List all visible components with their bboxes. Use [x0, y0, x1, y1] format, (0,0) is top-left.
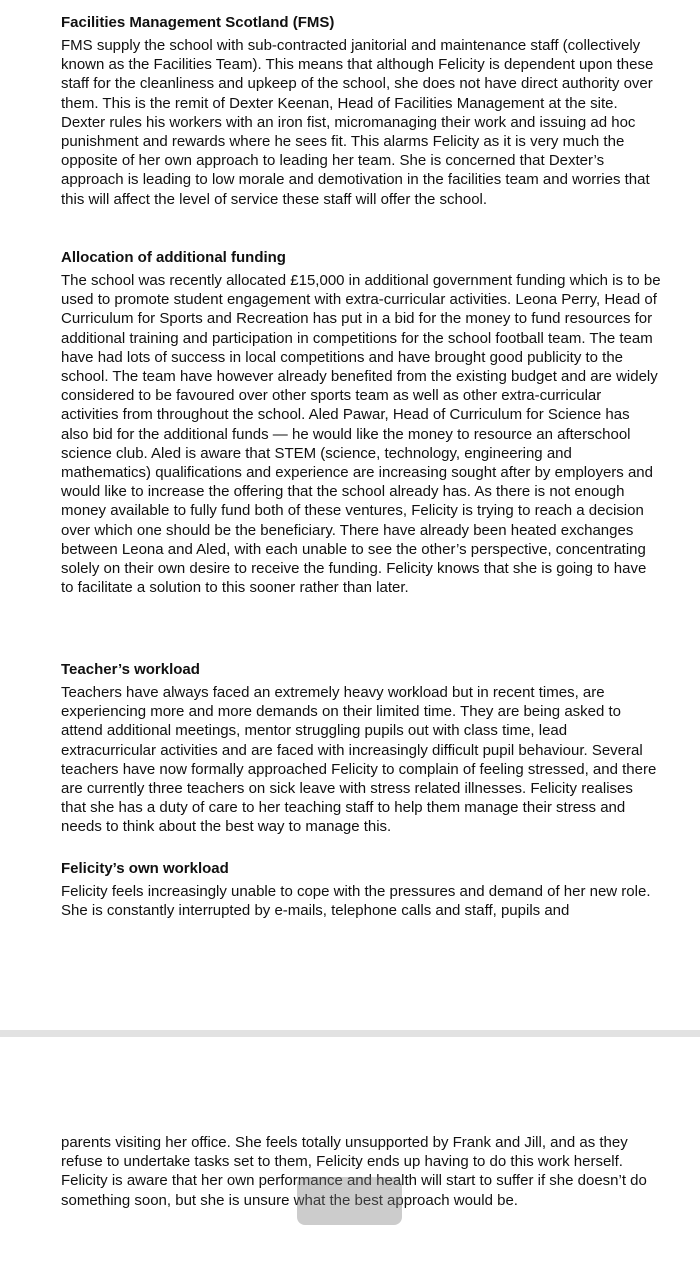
- section-heading: Teacher’s workload: [61, 661, 200, 678]
- section-body: Felicity feels increasingly unable to cope with the pressures and demand of her new role. She is constantly interrupted by e-mails, telephone calls and staff, pupils and: [61, 883, 651, 920]
- page-divider: [0, 1030, 700, 1037]
- section-fms: [61, 13, 661, 209]
- document-page-2: [0, 1037, 700, 1280]
- section-body: FMS supply the school with sub-contracted janitorial and maintenance staff (collectively known as the Facilities Team). This means that although Felicity is dependent upon these staff for the cleanliness and upkeep of the school, she does not have direct authority over them. This is the remit of Dexter Keenan, Head of Facilities Management at the site. Dexter rules his workers with an iron fist, micromanaging their work and issuing ad hoc punishment and rewards where he sees fit. This alarms Felicity as it is very much the opposite of her own approach to leading her team. She is concerned that Dexter’s approach is leading to low morale and demotivation in the facilities team and worries that this will affect the level of service these staff will offer the school.: [61, 37, 654, 208]
- section-heading: Felicity’s own workload: [61, 860, 229, 877]
- page-indicator-overlay: [297, 1177, 402, 1225]
- section-heading: Allocation of additional funding: [61, 249, 286, 266]
- section-felicity-workload: [61, 859, 661, 920]
- section-heading: Facilities Management Scotland (FMS): [61, 14, 335, 31]
- section-funding: [61, 248, 661, 597]
- section-teacher-workload: [61, 660, 661, 837]
- section-body: Teachers have always faced an extremely heavy workload but in recent times, are experiencing more and more demands on their limited time. They are being asked to attend additional meetings, mentor struggling pupils out with class time, lead extracurricular activities and are faced with increasingly difficult pupil behaviour. Several teachers have now formally approached Felicity to complain of feeling stressed, and there are currently three teachers on sick leave with stress related illnesses. Felicity realises that she has a duty of care to her teaching staff to help them manage their stress and needs to think about the best way to manage this.: [61, 684, 657, 836]
- section-body: The school was recently allocated £15,000 in additional government funding which is to be used to promote student engagement with extra-curricular activities. Leona Perry, Head of Curriculum for Sports and Recreation has put in a bid for the money to fund resources for additional training and participation in competitions for the school football team. The team have had lots of success in local competitions and have brought good publicity to the school. The team have however already benefited from the existing budget and are widely considered to be favoured over other sports team as well as other extra-curricular activities from throughout the school. Aled Pawar, Head of Curriculum for Science has also bid for the additional funds — he would like the money to resource an afterschool science club. Aled is aware that STEM (science, technology, engineering and mathematics) qualifications and experience are increasing sought after by employers and would like to increase the offering that the school already has. As there is not enough money available to fully fund both of these ventures, Felicity is trying to reach a decision over which one should be the beneficiary. There have already been heated exchanges between Leona and Aled, with each unable to see the other’s perspective, concentrating solely on their own desire to receive the funding. Felicity knows that she is going to have to facilitate a solution to this sooner rather than later.: [61, 272, 661, 597]
- continuation-body: parents visiting her office. She feels totally unsupported by Frank and Jill, and as they refuse to undertake tasks set to them, Felicity ends up having to do this work herself. Felicity is aware that her own performance and health will start to suffer if she doesn’t do something soon, but she is unsure what the best approach would be.: [61, 1134, 647, 1209]
